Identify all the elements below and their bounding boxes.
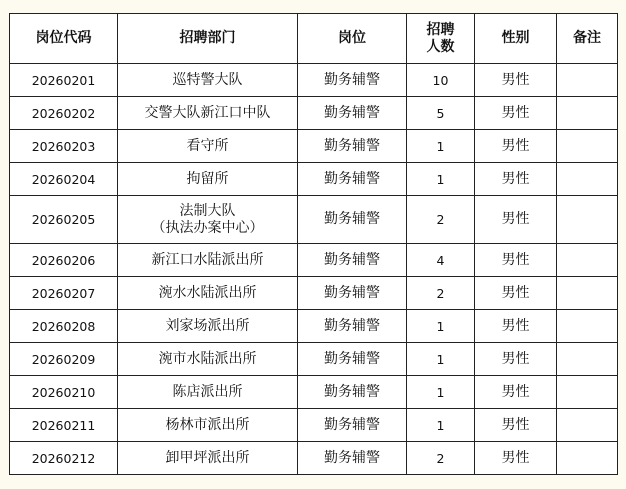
header-remark: 备注 bbox=[557, 14, 618, 64]
table-row bbox=[10, 130, 618, 163]
header-gender: 性别 bbox=[475, 14, 557, 64]
cell-code: 20260207 bbox=[10, 277, 118, 310]
header-count bbox=[407, 14, 475, 64]
table-row bbox=[10, 97, 618, 130]
cell-count: 2 bbox=[407, 196, 475, 244]
header-code: 岗位代码 bbox=[10, 14, 118, 64]
table-row bbox=[10, 409, 618, 442]
cell-dept: 看守所 bbox=[118, 130, 298, 163]
header-count-line2: 人数 bbox=[426, 38, 455, 55]
recruitment-table-container bbox=[9, 13, 617, 475]
cell-count: 1 bbox=[407, 409, 475, 442]
cell-count: 1 bbox=[407, 343, 475, 376]
cell-dept: 陈店派出所 bbox=[118, 376, 298, 409]
header-dept: 招聘部门 bbox=[118, 14, 298, 64]
cell-post: 勤务辅警 bbox=[298, 64, 407, 97]
cell-post: 勤务辅警 bbox=[298, 130, 407, 163]
cell-gender: 男性 bbox=[475, 376, 557, 409]
cell-gender: 男性 bbox=[475, 442, 557, 475]
cell-post: 勤务辅警 bbox=[298, 442, 407, 475]
cell-dept: 涴水水陆派出所 bbox=[118, 277, 298, 310]
cell-dept: 拘留所 bbox=[118, 163, 298, 196]
cell-remark bbox=[557, 277, 618, 310]
table-row bbox=[10, 442, 618, 475]
cell-dept: 巡特警大队 bbox=[118, 64, 298, 97]
cell-dept: 交警大队新江口中队 bbox=[118, 97, 298, 130]
cell-remark bbox=[557, 163, 618, 196]
cell-code: 20260202 bbox=[10, 97, 118, 130]
table-row bbox=[10, 244, 618, 277]
cell-gender: 男性 bbox=[475, 244, 557, 277]
cell-code: 20260203 bbox=[10, 130, 118, 163]
cell-post: 勤务辅警 bbox=[298, 196, 407, 244]
cell-post: 勤务辅警 bbox=[298, 343, 407, 376]
cell-gender: 男性 bbox=[475, 97, 557, 130]
cell-count: 2 bbox=[407, 442, 475, 475]
table-row bbox=[10, 310, 618, 343]
table-row bbox=[10, 343, 618, 376]
cell-code: 20260206 bbox=[10, 244, 118, 277]
cell-code: 20260205 bbox=[10, 196, 118, 244]
header-count-line1: 招聘 bbox=[426, 21, 455, 38]
cell-code: 20260210 bbox=[10, 376, 118, 409]
cell-remark bbox=[557, 442, 618, 475]
cell-count: 4 bbox=[407, 244, 475, 277]
cell-post: 勤务辅警 bbox=[298, 376, 407, 409]
cell-count: 2 bbox=[407, 277, 475, 310]
cell-remark bbox=[557, 409, 618, 442]
cell-gender: 男性 bbox=[475, 277, 557, 310]
cell-post: 勤务辅警 bbox=[298, 277, 407, 310]
cell-remark bbox=[557, 343, 618, 376]
cell-post: 勤务辅警 bbox=[298, 310, 407, 343]
cell-remark bbox=[557, 97, 618, 130]
cell-gender: 男性 bbox=[475, 163, 557, 196]
table-row bbox=[10, 64, 618, 97]
cell-dept: 新江口水陆派出所 bbox=[118, 244, 298, 277]
cell-count: 10 bbox=[407, 64, 475, 97]
table-row bbox=[10, 376, 618, 409]
cell-remark bbox=[557, 196, 618, 244]
header-post: 岗位 bbox=[298, 14, 407, 64]
cell-remark bbox=[557, 130, 618, 163]
cell-remark bbox=[557, 376, 618, 409]
cell-post: 勤务辅警 bbox=[298, 163, 407, 196]
cell-gender: 男性 bbox=[475, 343, 557, 376]
recruitment-table bbox=[9, 13, 618, 475]
cell-dept-line1: 法制大队 bbox=[179, 202, 236, 219]
cell-dept: 刘家场派出所 bbox=[118, 310, 298, 343]
cell-gender: 男性 bbox=[475, 64, 557, 97]
table-row bbox=[10, 163, 618, 196]
cell-remark bbox=[557, 64, 618, 97]
cell-dept: 涴市水陆派出所 bbox=[118, 343, 298, 376]
cell-gender: 男性 bbox=[475, 310, 557, 343]
cell-count: 1 bbox=[407, 130, 475, 163]
cell-gender: 男性 bbox=[475, 130, 557, 163]
cell-code: 20260211 bbox=[10, 409, 118, 442]
cell-count: 1 bbox=[407, 163, 475, 196]
cell-gender: 男性 bbox=[475, 409, 557, 442]
cell-dept bbox=[118, 196, 298, 244]
cell-remark bbox=[557, 310, 618, 343]
table-row bbox=[10, 277, 618, 310]
cell-code: 20260201 bbox=[10, 64, 118, 97]
cell-code: 20260209 bbox=[10, 343, 118, 376]
cell-dept: 杨林市派出所 bbox=[118, 409, 298, 442]
cell-code: 20260208 bbox=[10, 310, 118, 343]
cell-gender: 男性 bbox=[475, 196, 557, 244]
cell-dept: 卸甲坪派出所 bbox=[118, 442, 298, 475]
table-header-row bbox=[10, 14, 618, 64]
cell-remark bbox=[557, 244, 618, 277]
cell-post: 勤务辅警 bbox=[298, 97, 407, 130]
cell-code: 20260204 bbox=[10, 163, 118, 196]
cell-post: 勤务辅警 bbox=[298, 409, 407, 442]
table-row bbox=[10, 196, 618, 244]
cell-dept-line2: （执法办案中心） bbox=[151, 219, 264, 236]
cell-count: 1 bbox=[407, 376, 475, 409]
cell-count: 1 bbox=[407, 310, 475, 343]
cell-code: 20260212 bbox=[10, 442, 118, 475]
cell-post: 勤务辅警 bbox=[298, 244, 407, 277]
cell-count: 5 bbox=[407, 97, 475, 130]
